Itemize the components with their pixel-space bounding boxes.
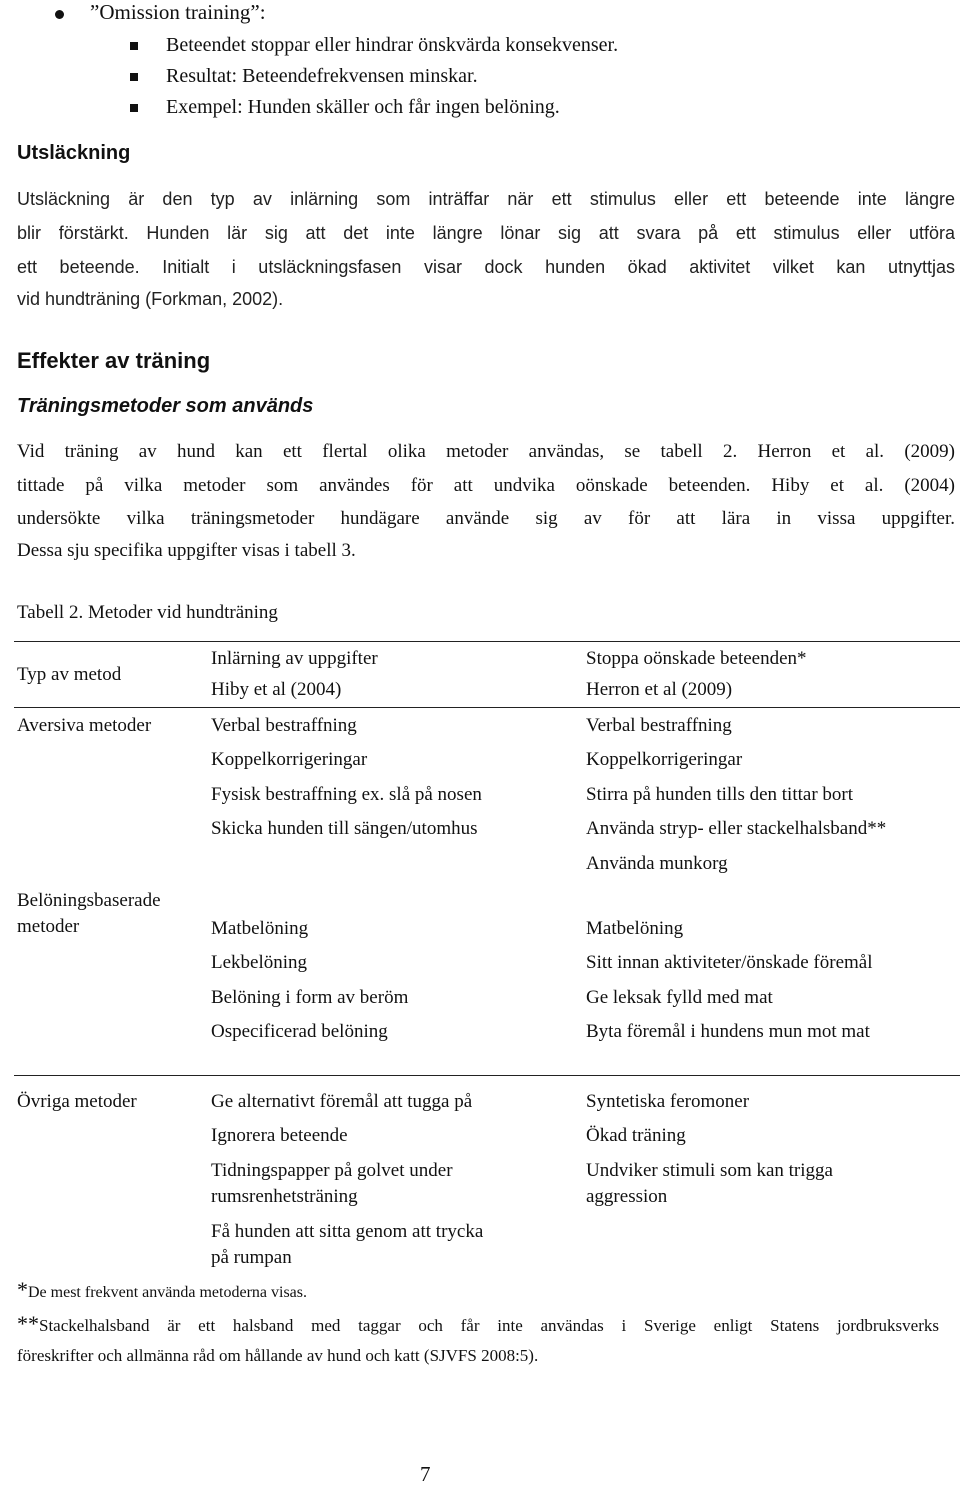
sub-bullet-3: Exempel: Hunden skäller och får ingen belöning.: [166, 96, 560, 118]
footnote-2-mark: **: [17, 1311, 39, 1336]
table-cell: Använda stryp- eller stackelhalsband**: [586, 818, 887, 839]
table-cell: Ignorera beteende: [211, 1125, 348, 1146]
table-header-col2-line2: Hiby et al (2004): [211, 679, 342, 700]
paragraph-line: ett beteende. Initialt i utsläckningsfasen visar dock hunden ökad aktivitet vilket kan utnyttjas: [17, 257, 955, 277]
table-cell: Verbal bestraffning: [586, 715, 732, 736]
bullet-omission-training: ”Omission training”:: [90, 0, 266, 24]
footnote-1: [17, 1277, 307, 1303]
square-bullet-icon: [130, 42, 138, 50]
footnote-2-continued: föreskrifter och allmänna råd om hållande av hund och katt (SJVFS 2008:5).: [17, 1346, 539, 1365]
row-label-beloningsbaserade-2: metoder: [17, 916, 80, 937]
footnote-2: [17, 1311, 955, 1337]
page-number: 7: [420, 1462, 431, 1486]
table-cell: Belöning i form av beröm: [211, 987, 409, 1008]
bullet-dot-icon: [55, 10, 64, 19]
table-cell: Undviker stimuli som kan trigga: [586, 1160, 833, 1181]
subheading-traningsmetoder: Träningsmetoder som används: [17, 395, 314, 417]
table-caption: Tabell 2. Metoder vid hundträning: [17, 602, 278, 623]
square-bullet-icon: [130, 73, 138, 81]
table-cell: Fysisk bestraffning ex. slå på nosen: [211, 784, 482, 805]
paragraph-line: Utsläckning är den typ av inlärning som inträffar när ett stimulus eller ett beteende inte längre: [17, 189, 955, 209]
paragraph-line: vid hundträning (Forkman, 2002).: [17, 289, 284, 309]
section-heading-utslackning: Utsläckning: [17, 142, 131, 164]
table-cell: Lekbelöning: [211, 952, 308, 973]
table-bottom-rule: [14, 1075, 960, 1076]
footnote-1-text: De mest frekvent använda metoderna visas.: [28, 1284, 308, 1301]
sub-bullet-1: Beteendet stoppar eller hindrar önskvärda konsekvenser.: [166, 34, 619, 56]
table-cell: Ge leksak fylld med mat: [586, 987, 773, 1008]
table-cell: Få hunden att sitta genom att trycka: [211, 1221, 484, 1242]
table-cell: Skicka hunden till sängen/utomhus: [211, 818, 478, 839]
table-cell: Koppelkorrigeringar: [586, 749, 743, 770]
paragraph-line: undersökte vilka träningsmetoder hundägare använde sig av för att lära in vissa uppgifter.: [17, 508, 955, 529]
table-cell: Använda munkorg: [586, 853, 728, 874]
footnote-2-text: Stackelhalsband är ett halsband med taggar och får inte användas i Sverige enligt Statens jordbruksverks: [39, 1316, 939, 1335]
table-header-col3-line1: Stoppa oönskade beteenden*: [586, 648, 807, 669]
table-header-col1: Typ av metod: [17, 664, 122, 685]
table-cell: Matbelöning: [211, 918, 309, 939]
table-header-col3-line2: Herron et al (2009): [586, 679, 733, 700]
table-cell: Ökad träning: [586, 1125, 686, 1146]
paragraph-line: blir förstärkt. Hunden lär sig att det inte längre lönar sig att svara på ett stimulus eller utföra: [17, 223, 955, 243]
row-label-aversiva: Aversiva metoder: [17, 715, 152, 736]
table-cell: Stirra på hunden tills den tittar bort: [586, 784, 854, 805]
table-cell: Sitt innan aktiviteter/önskade föremål: [586, 952, 873, 973]
table-header-col2-line1: Inlärning av uppgifter: [211, 648, 378, 669]
paragraph-line: tittade på vilka metoder som användes för att undvika oönskade beteenden. Hiby et al. (2004): [17, 475, 955, 496]
table-cell: Matbelöning: [586, 918, 684, 939]
table-cell: Verbal bestraffning: [211, 715, 357, 736]
table-cell: aggression: [586, 1186, 668, 1207]
table-header-rule: [14, 707, 960, 708]
table-cell: Ge alternativt föremål att tugga på: [211, 1091, 473, 1112]
table-top-rule: [14, 641, 960, 642]
table-cell: Syntetiska feromoner: [586, 1091, 750, 1112]
table-cell: rumsrenhetsträning: [211, 1186, 358, 1207]
sub-bullet-2: Resultat: Beteendefrekvensen minskar.: [166, 65, 478, 87]
row-label-beloningsbaserade: Belöningsbaserade: [17, 890, 161, 911]
footnote-1-mark: *: [17, 1277, 28, 1302]
paragraph-line: Dessa sju specifika uppgifter visas i tabell 3.: [17, 540, 356, 561]
table-cell: Tidningspapper på golvet under: [211, 1160, 453, 1181]
table-cell: Byta föremål i hundens mun mot mat: [586, 1021, 870, 1042]
square-bullet-icon: [130, 104, 138, 112]
table-cell: Koppelkorrigeringar: [211, 749, 368, 770]
paragraph-line: Vid träning av hund kan ett flertal olika metoder användas, se tabell 2. Herron et al. (2009): [17, 441, 955, 462]
section-heading-effekter: Effekter av träning: [17, 348, 211, 373]
table-cell: Ospecificerad belöning: [211, 1021, 388, 1042]
table-cell: på rumpan: [211, 1247, 292, 1268]
row-label-ovriga: Övriga metoder: [17, 1091, 137, 1112]
